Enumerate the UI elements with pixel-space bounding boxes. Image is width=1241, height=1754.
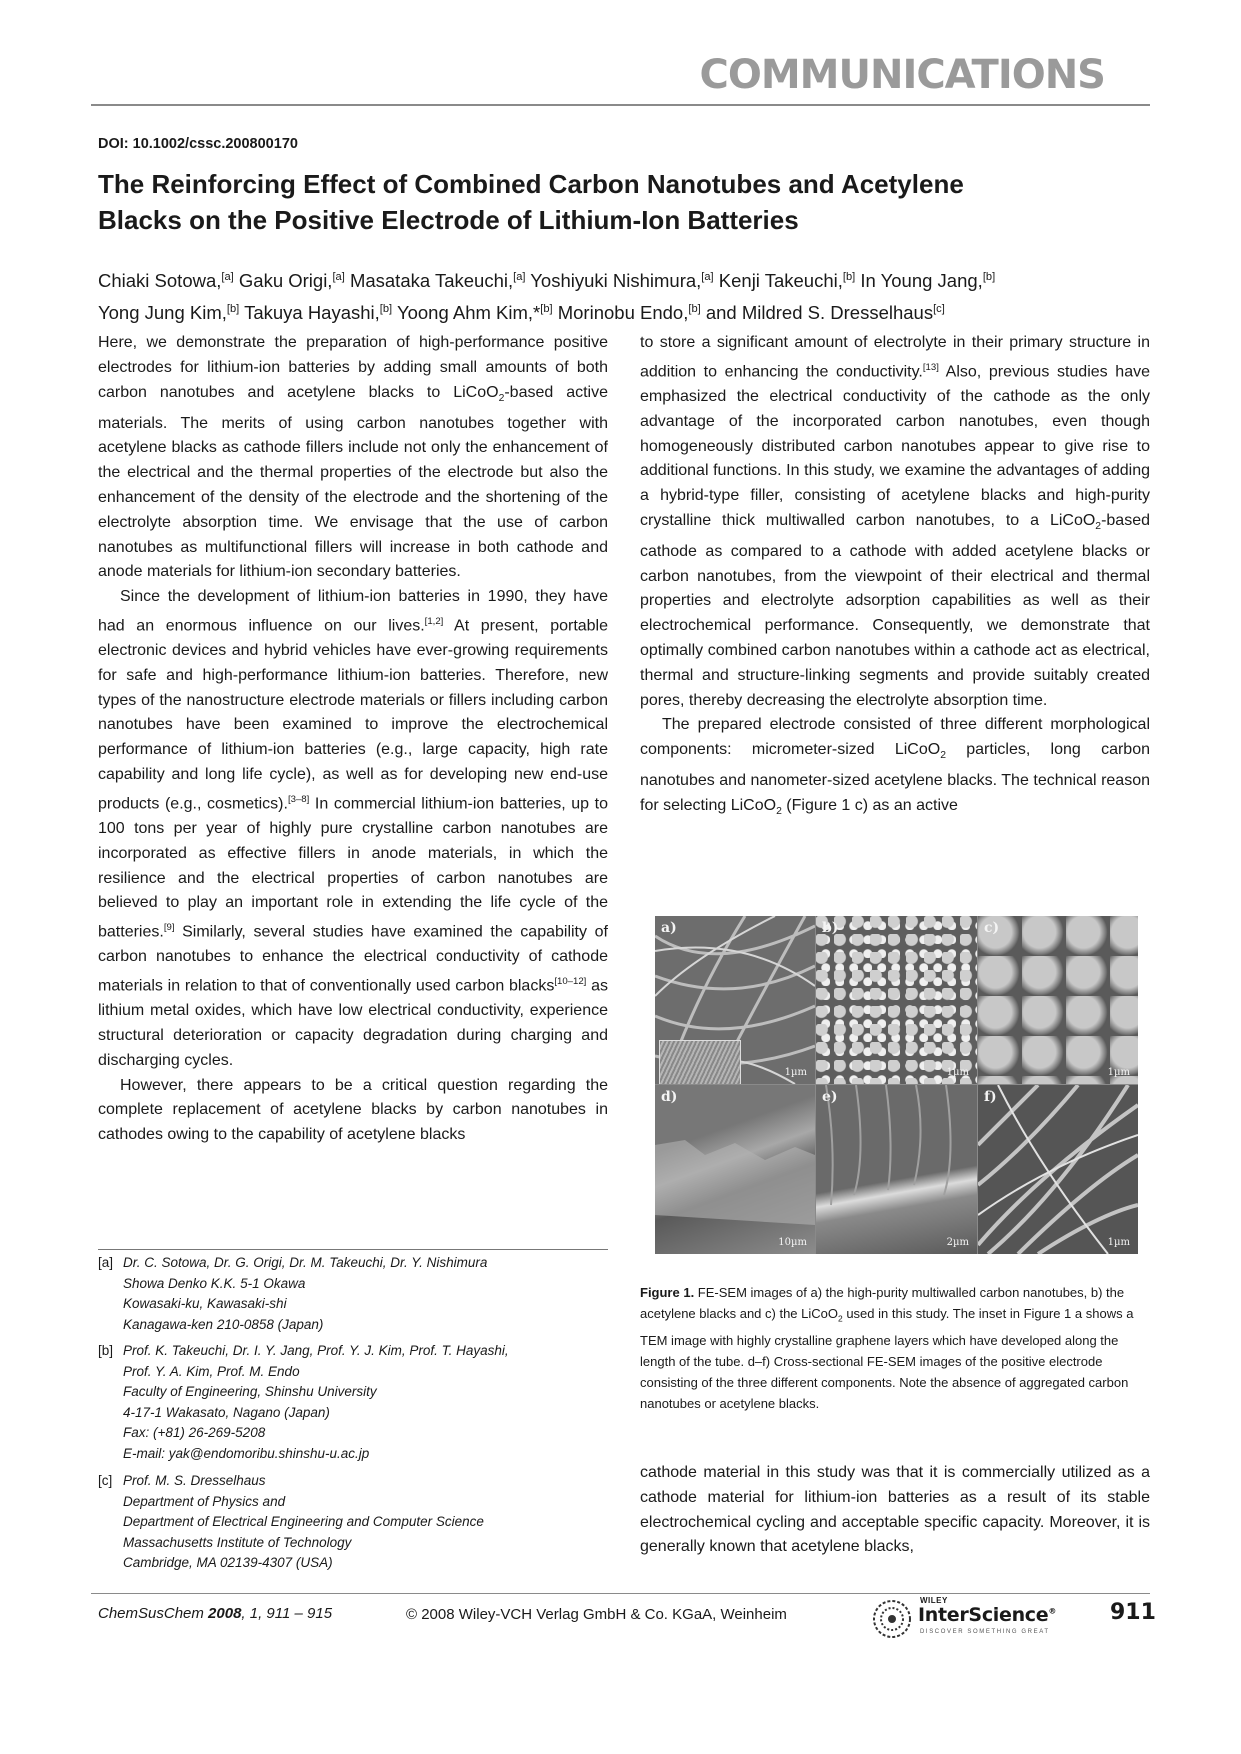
page-number: 911 <box>1110 1600 1156 1625</box>
interscience-logo <box>870 1596 1057 1642</box>
figure-panel-d <box>655 1085 815 1254</box>
author: and Mildred S. Dresselhaus[c] <box>705 302 945 324</box>
body-column-right-continued <box>640 1461 1150 1560</box>
logo-wiley: WILEY <box>920 1596 948 1605</box>
section-label: COMMUNICATIONS <box>699 52 1105 98</box>
figure-panel-b <box>816 916 977 1084</box>
title-line-1: The Reinforcing Effect of Combined Carbon Nanotubes and Acetylene <box>98 169 964 199</box>
footnote-rule <box>98 1249 608 1250</box>
scale-bar: 2µm <box>946 1237 969 1248</box>
figure-caption: Figure 1. FE-SEM images of a) the high-purity multiwalled carbon nanotubes, b) the acetylene blacks and c) the LiCoO$_2$ used in this study. The inset in Figure 1 a shows a TEM image with highly crystalline graphene layers which have developed along the length of the tube. d–f) Cross-sectional FE-SEM images of the positive electrode consisting of the three different components. Note the absence of aggregated carbon nanotubes or acetylene blacks. <box>640 1285 1134 1411</box>
logo-tagline: DISCOVER SOMETHING GREAT <box>920 1629 1050 1635</box>
author: Yoshiyuki Nishimura,[a] <box>530 270 714 292</box>
author: Morinobu Endo,[b] <box>557 302 701 324</box>
figure-panel-e <box>816 1085 977 1254</box>
scale-bar: 1µm <box>1107 1067 1130 1078</box>
tem-inset <box>659 1040 741 1084</box>
nanotube-texture <box>978 1085 1138 1254</box>
affiliation-c: [c] Prof. M. S. Dresselhaus Department of Physics and Department of Electrical Engineering and Computer Science Massachusetts Institute of Technology Cambridge, MA 02139-4307 (USA) <box>98 1473 484 1570</box>
author-list <box>98 263 1138 327</box>
globe-icon <box>870 1597 914 1641</box>
affiliation-mark: [b] <box>98 1343 114 1358</box>
panel-label: d) <box>661 1089 678 1105</box>
author: Gaku Origi,[a] <box>238 270 345 292</box>
author: Takuya Hayashi,[b] <box>244 302 393 324</box>
citation: [13] <box>922 361 939 373</box>
scale-bar: 1µm <box>784 1067 807 1078</box>
journal-citation: ChemSusChem 2008, 1, 911 – 915 <box>98 1605 333 1622</box>
cross-section-texture <box>655 1085 815 1254</box>
title-line-2: Blacks on the Positive Electrode of Lithium-Ion Batteries <box>98 205 799 235</box>
figure-panel-c <box>978 916 1138 1084</box>
body-paragraph: The prepared electrode consisted of three different morphological components: micrometer-sized LiCoO$_2$ particles, long carbon nanotubes and nanometer-sized acetylene blacks. The technical reason for selecting LiCoO$_2$ (Figure 1 c) as an active <box>640 716 1150 818</box>
panel-label: e) <box>822 1089 838 1105</box>
cross-section-texture <box>816 1085 977 1254</box>
caption-label: Figure 1. <box>640 1285 695 1300</box>
author: In Young Jang,[b] <box>860 270 996 292</box>
scale-bar: 1µm <box>946 1067 969 1078</box>
citation: [1,2] <box>424 615 444 627</box>
panel-label: f) <box>984 1089 997 1105</box>
author: Chiaki Sotowa,[a] <box>98 270 234 292</box>
doi: DOI: 10.1002/cssc.200800170 <box>98 136 298 152</box>
affiliation-b: [b] Prof. K. Takeuchi, Dr. I. Y. Jang, Prof. Y. J. Kim, Prof. T. Hayashi, Prof. Y. A. Kim, Prof. M. Endo Faculty of Engineering, Shinshu University 4-17-1 Wakasato, Nagano (Japan) Fax: (+81) 26-269-5208 E-mail: yak@endomoribu.shinshu-u.ac.jp <box>98 1343 509 1461</box>
scale-bar: 1µm <box>1107 1237 1130 1248</box>
figure-panel-a <box>655 916 815 1084</box>
header-rule <box>91 104 1150 106</box>
body-paragraph: cathode material in this study was that it is commercially utilized as a cathode material for lithium-ion batteries as a result of its stable electrochemical cycling and acceptable specific capacity. Moreover, it is generally known that acetylene blacks, <box>640 1464 1150 1556</box>
body-paragraph: to store a significant amount of electrolyte in their primary structure in addition to enhancing the conductivity.[13] Also, previous studies have emphasized the electrical conductivity of the cathode as the only advantage of the incorporated carbon nanotubes, even though homogeneously distributed carbon nanotubes appear to give rise to additional functions. In this study, we examine the advantages of adding a hybrid-type filler, consisting of acetylene blacks and high-purity crystalline thick multiwalled carbon nanotubes, to a LiCoO$_2$-based cathode as compared to a cathode with added acetylene blacks or carbon nanotubes, from the viewpoint of their electrical and thermal properties and electrolyte adsorption capabilities as well as their electrochemical performance. Consequently, we demonstrate that optimally combined carbon nanotubes within a cathode act as electrical, thermal and structure-linking segments and provide suitably created pores, thereby decreasing the electrolyte absorption time. <box>640 334 1150 709</box>
citation: [9] <box>163 922 175 934</box>
affiliation-mark: [c] <box>98 1473 113 1488</box>
body-paragraph: However, there appears to be a critical question regarding the complete replacement of acetylene blacks by carbon nanotubes in cathodes owing to the capability of acetylene blacks <box>98 1076 608 1144</box>
footer-rule <box>91 1593 1150 1594</box>
author: Yoong Ahm Kim,*[b] <box>396 302 553 324</box>
author: Kenji Takeuchi,[b] <box>718 270 856 292</box>
figure-1-image <box>655 916 1138 1254</box>
author: Masataka Takeuchi,[a] <box>349 270 526 292</box>
citation: [3–8] <box>287 793 310 805</box>
citation: [10–12] <box>554 976 587 988</box>
body-paragraph: Since the development of lithium-ion batteries in 1990, they have had an enormous influence on our lives.[1,2] At present, portable electronic devices and hybrid vehicles have ever-growing requirements for safe and high-performance lithium-ion batteries. Therefore, new types of the nanostructure electrode materials or fillers including carbon nanotubes have been examined to improve the electrochemical performance of lithium-ion batteries (e.g., large capacity, high rate capability and long life cycle), as well as for developing new end-use products (e.g., cosmetics).[3–8] In commercial lithium-ion batteries, up to 100 tons per year of highly pure crystalline carbon nanotubes are incorporated as effective fillers in anode materials, in which the resilience and the electrical properties of carbon nanotubes are believed to play an important role in extending the life cycle of the batteries.[9] Similarly, several studies have examined the capability of carbon nanotubes to enhance the electrical conductivity of cathode materials in relation to that of conventionally used carbon blacks[10–12] as lithium metal oxides, which have low electrical conductivity, experience structural deterioration or capacity degradation during charging and discharging cycles. <box>98 588 609 1069</box>
body-column-right <box>640 331 1150 825</box>
affiliation-mark: [a] <box>98 1255 114 1270</box>
scale-bar: 10µm <box>778 1237 807 1248</box>
panel-label: c) <box>984 920 1000 936</box>
copyright: © 2008 Wiley-VCH Verlag GmbH & Co. KGaA, Weinheim <box>406 1606 787 1623</box>
figure-panel-f <box>978 1085 1138 1254</box>
article-title <box>98 166 1108 238</box>
panel-label: b) <box>822 920 839 936</box>
logo-name: InterScience® <box>918 1604 1057 1626</box>
panel-label: a) <box>661 920 677 936</box>
affiliation-a: [a] Dr. C. Sotowa, Dr. G. Origi, Dr. M. Takeuchi, Dr. Y. Nishimura Showa Denko K.K. 5-1 Okawa Kowasaki-ku, Kawasaki-shi Kanagawa-ken 210-0858 (Japan) <box>98 1255 488 1332</box>
abstract-paragraph: Here, we demonstrate the preparation of high-performance positive electrodes for lithium-ion batteries by adding small amounts of both carbon nanotubes and acetylene blacks to LiCoO$_2$-based active materials. The merits of using carbon nanotubes together with acetylene blacks as cathode fillers include not only the enhancement of the electrical and the thermal properties of the electrode but also the enhancement of the density of the electrode and the shortening of the electrolyte absorption time. We envisage that the use of carbon nanotubes as multifunctional fillers will increase in both cathode and anode materials for lithium-ion secondary batteries. <box>98 334 609 581</box>
author: Yong Jung Kim,[b] <box>98 302 240 324</box>
body-column-left <box>98 331 608 1148</box>
